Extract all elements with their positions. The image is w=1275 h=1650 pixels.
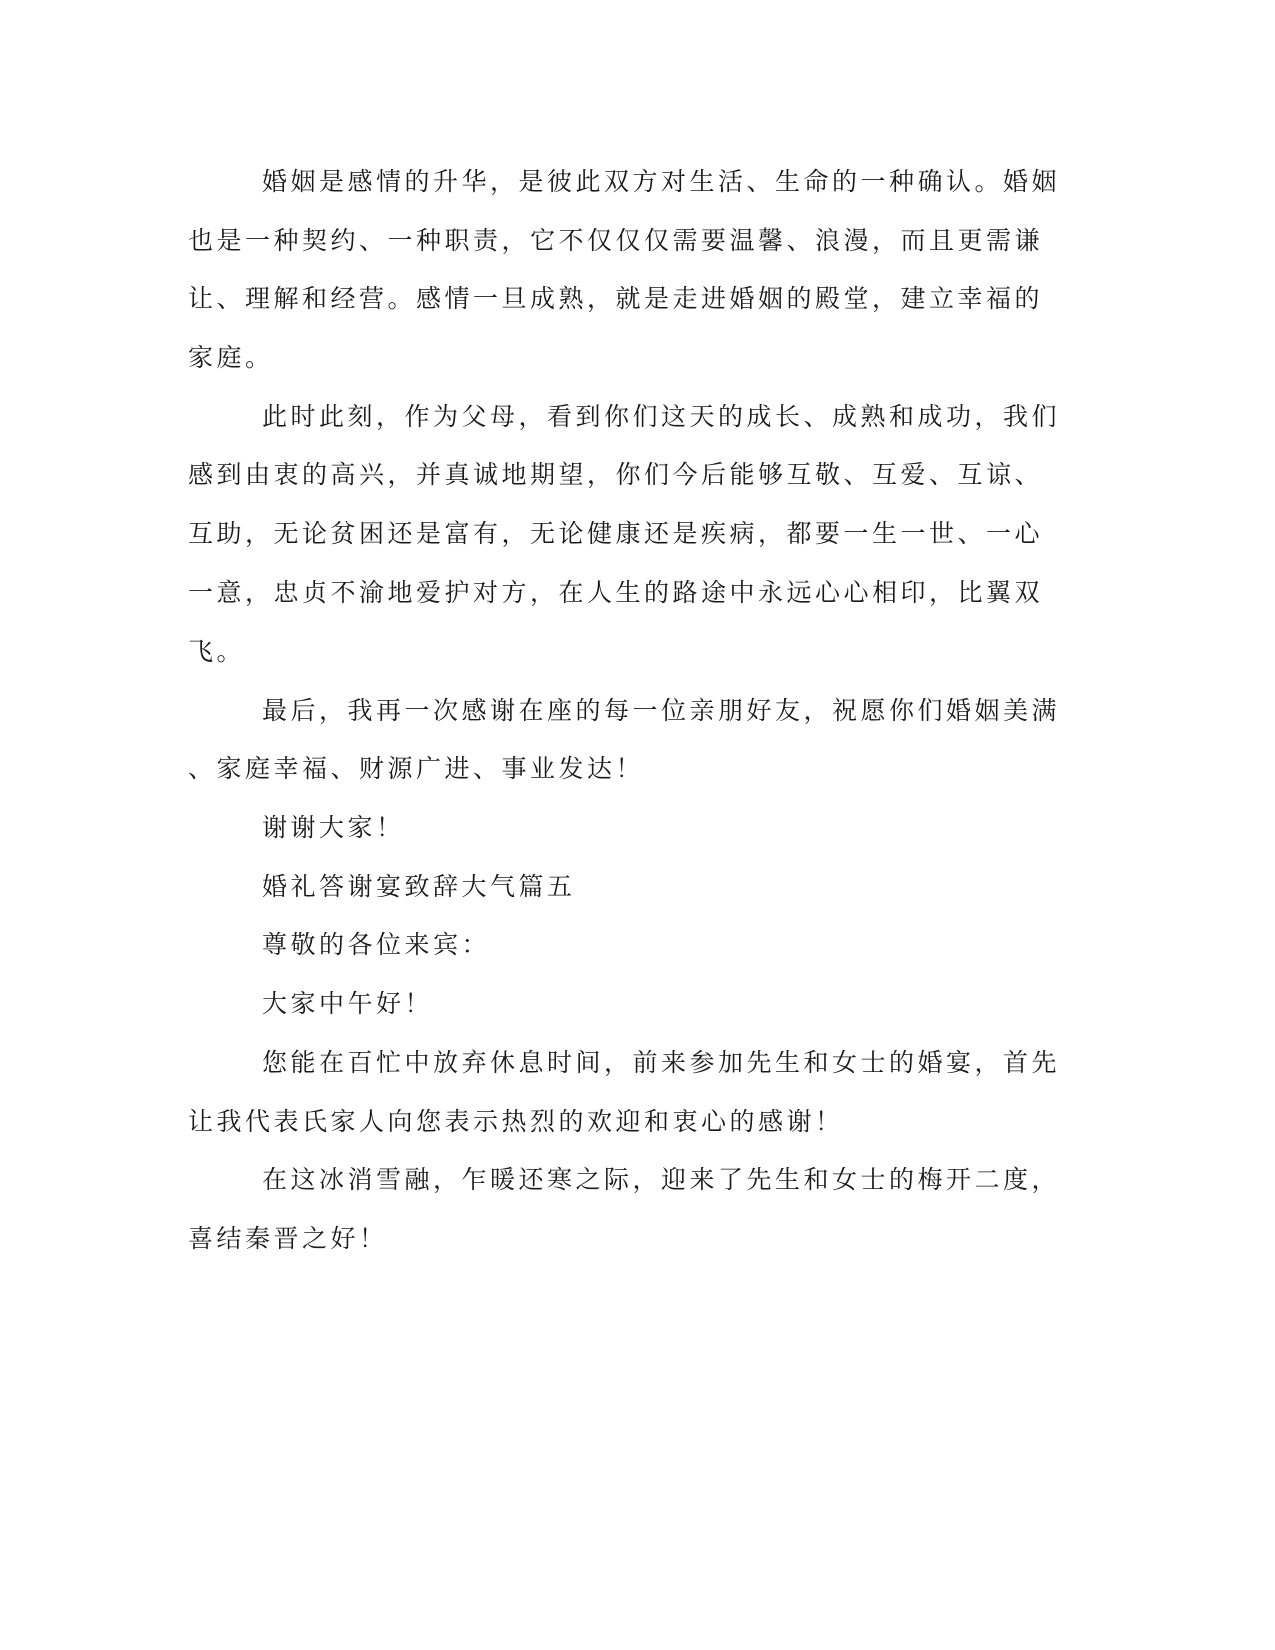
paragraph-line: 在这冰消雪融，乍暖还寒之际，迎来了先生和女士的梅开二度， <box>262 1165 1061 1194</box>
paragraph-line: 也是一种契约、一种职责，它不仅仅仅需要温馨、浪漫，而且更需谦 <box>188 226 1044 255</box>
paragraph-line: 此时此刻，作为父母，看到你们这天的成长、成熟和成功，我们 <box>262 402 1061 431</box>
paragraph-line: 飞。 <box>188 637 246 666</box>
paragraph-line: 婚姻是感情的升华，是彼此双方对生活、生命的一种确认。婚姻 <box>262 167 1061 196</box>
paragraph-line: 谢谢大家！ <box>262 813 405 842</box>
greeting: 大家中午好！ <box>262 989 434 1018</box>
paragraph-line: 一意，忠贞不渝地爱护对方，在人生的路途中永远心心相印，比翼双 <box>188 578 1044 607</box>
paragraph-line: 感到由衷的高兴，并真诚地期望，你们今后能够互敬、互爱、互谅、 <box>188 460 1044 489</box>
paragraph-line: 家庭。 <box>188 343 274 372</box>
section-heading: 婚礼答谢宴致辞大气篇五 <box>262 872 576 901</box>
salutation: 尊敬的各位来宾： <box>262 930 491 959</box>
paragraph-line: 您能在百忙中放弃休息时间，前来参加先生和女士的婚宴，首先 <box>262 1048 1061 1077</box>
paragraph-line: 最后，我再一次感谢在座的每一位亲朋好友，祝愿你们婚姻美满 <box>262 696 1061 725</box>
paragraph-line: 让、理解和经营。感情一旦成熟，就是走进婚姻的殿堂，建立幸福的 <box>188 284 1044 313</box>
paragraph-line: 、家庭幸福、财源广进、事业发达！ <box>188 754 645 783</box>
paragraph-line: 互助，无论贫困还是富有，无论健康还是疾病，都要一生一世、一心 <box>188 519 1044 548</box>
paragraph-line: 喜结秦晋之好！ <box>188 1224 388 1253</box>
paragraph-line: 让我代表氏家人向您表示热烈的欢迎和衷心的感谢！ <box>188 1107 844 1136</box>
